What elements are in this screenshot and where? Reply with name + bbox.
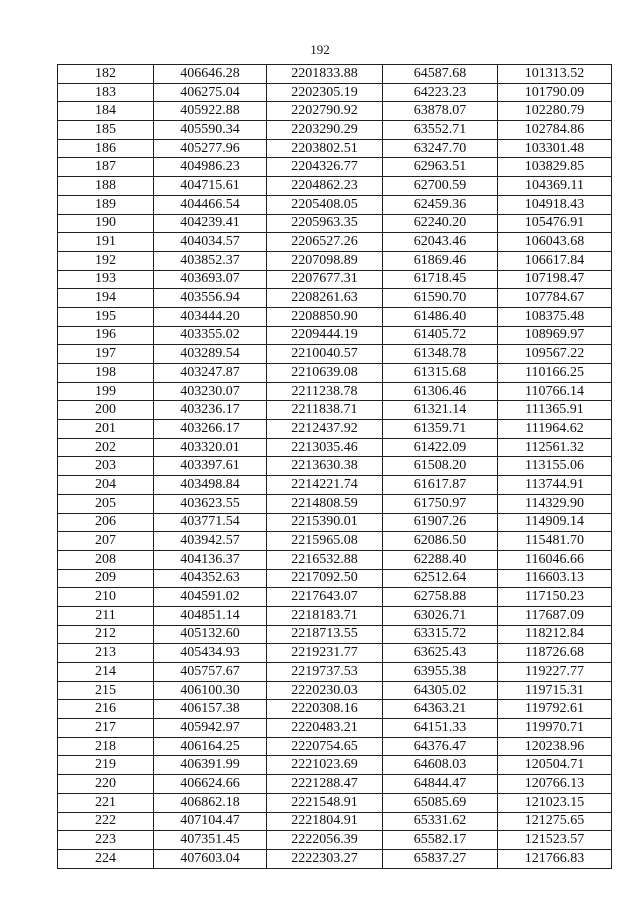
value-cell: 2209444.19: [267, 326, 383, 345]
table-row: [58, 663, 612, 682]
value-cell: 403693.07: [154, 270, 267, 289]
point-number-cell: 185: [58, 121, 154, 140]
table-row: [58, 737, 612, 756]
value-cell: 403266.17: [154, 420, 267, 439]
point-number-cell: 219: [58, 756, 154, 775]
point-number-cell: 203: [58, 457, 154, 476]
point-number-cell: 222: [58, 812, 154, 831]
value-cell: 2219231.77: [267, 644, 383, 663]
value-cell: 2206527.26: [267, 233, 383, 252]
value-cell: 121023.15: [498, 793, 612, 812]
value-cell: 405590.34: [154, 121, 267, 140]
value-cell: 2202790.92: [267, 102, 383, 121]
value-cell: 110766.14: [498, 382, 612, 401]
table-row: [58, 251, 612, 270]
value-cell: 65582.17: [383, 831, 498, 850]
value-cell: 114909.14: [498, 513, 612, 532]
value-cell: 109567.22: [498, 345, 612, 364]
value-cell: 119715.31: [498, 681, 612, 700]
value-cell: 62963.51: [383, 158, 498, 177]
point-number-cell: 224: [58, 849, 154, 868]
value-cell: 2205408.05: [267, 195, 383, 214]
value-cell: 111365.91: [498, 401, 612, 420]
value-cell: 2220308.16: [267, 700, 383, 719]
table-row: [58, 270, 612, 289]
value-cell: 64587.68: [383, 65, 498, 84]
value-cell: 2214221.74: [267, 476, 383, 495]
value-cell: 406624.66: [154, 775, 267, 794]
value-cell: 2217643.07: [267, 588, 383, 607]
point-number-cell: 199: [58, 382, 154, 401]
value-cell: 403942.57: [154, 532, 267, 551]
table-row: [58, 307, 612, 326]
value-cell: 2202305.19: [267, 83, 383, 102]
value-cell: 107198.47: [498, 270, 612, 289]
value-cell: 404136.37: [154, 550, 267, 569]
table-row: [58, 233, 612, 252]
point-number-cell: 184: [58, 102, 154, 121]
value-cell: 2212437.92: [267, 420, 383, 439]
table-row: [58, 494, 612, 513]
value-cell: 406157.38: [154, 700, 267, 719]
table-row: [58, 83, 612, 102]
value-cell: 62240.20: [383, 214, 498, 233]
point-number-cell: 182: [58, 65, 154, 84]
table-row: [58, 625, 612, 644]
point-number-cell: 202: [58, 438, 154, 457]
value-cell: 61321.14: [383, 401, 498, 420]
point-number-cell: 190: [58, 214, 154, 233]
value-cell: 108969.97: [498, 326, 612, 345]
value-cell: 2207677.31: [267, 270, 383, 289]
table-row: [58, 382, 612, 401]
table-row: [58, 139, 612, 158]
value-cell: 119792.61: [498, 700, 612, 719]
value-cell: 118726.68: [498, 644, 612, 663]
value-cell: 65837.27: [383, 849, 498, 868]
value-cell: 2203290.29: [267, 121, 383, 140]
point-number-cell: 207: [58, 532, 154, 551]
value-cell: 103301.48: [498, 139, 612, 158]
value-cell: 405942.97: [154, 719, 267, 738]
value-cell: 403623.55: [154, 494, 267, 513]
table-row: [58, 121, 612, 140]
point-number-cell: 198: [58, 364, 154, 383]
value-cell: 2207098.89: [267, 251, 383, 270]
value-cell: 61869.46: [383, 251, 498, 270]
point-number-cell: 221: [58, 793, 154, 812]
table-row: [58, 65, 612, 84]
value-cell: 104369.11: [498, 177, 612, 196]
value-cell: 2208850.90: [267, 307, 383, 326]
point-number-cell: 187: [58, 158, 154, 177]
value-cell: 62288.40: [383, 550, 498, 569]
value-cell: 62043.46: [383, 233, 498, 252]
value-cell: 110166.25: [498, 364, 612, 383]
point-number-cell: 204: [58, 476, 154, 495]
table-row: [58, 700, 612, 719]
value-cell: 104918.43: [498, 195, 612, 214]
point-number-cell: 193: [58, 270, 154, 289]
value-cell: 62086.50: [383, 532, 498, 551]
value-cell: 2210639.08: [267, 364, 383, 383]
value-cell: 403498.84: [154, 476, 267, 495]
value-cell: 63955.38: [383, 663, 498, 682]
value-cell: 2211838.71: [267, 401, 383, 420]
point-number-cell: 205: [58, 494, 154, 513]
point-number-cell: 206: [58, 513, 154, 532]
value-cell: 106043.68: [498, 233, 612, 252]
value-cell: 111964.62: [498, 420, 612, 439]
value-cell: 102784.86: [498, 121, 612, 140]
value-cell: 105476.91: [498, 214, 612, 233]
value-cell: 2204326.77: [267, 158, 383, 177]
value-cell: 2213035.46: [267, 438, 383, 457]
value-cell: 61315.68: [383, 364, 498, 383]
value-cell: 403230.07: [154, 382, 267, 401]
table-row: [58, 345, 612, 364]
point-number-cell: 186: [58, 139, 154, 158]
value-cell: 403444.20: [154, 307, 267, 326]
value-cell: 406646.28: [154, 65, 267, 84]
table-row: [58, 756, 612, 775]
value-cell: 403771.54: [154, 513, 267, 532]
value-cell: 106617.84: [498, 251, 612, 270]
value-cell: 63247.70: [383, 139, 498, 158]
value-cell: 101313.52: [498, 65, 612, 84]
value-cell: 2203802.51: [267, 139, 383, 158]
table-row: [58, 438, 612, 457]
value-cell: 404352.63: [154, 569, 267, 588]
value-cell: 404466.54: [154, 195, 267, 214]
point-number-cell: 215: [58, 681, 154, 700]
value-cell: 61718.45: [383, 270, 498, 289]
value-cell: 405132.60: [154, 625, 267, 644]
value-cell: 2216532.88: [267, 550, 383, 569]
table-row: [58, 195, 612, 214]
point-number-cell: 220: [58, 775, 154, 794]
point-number-cell: 189: [58, 195, 154, 214]
table-row: [58, 476, 612, 495]
table-row: [58, 606, 612, 625]
table-body: [58, 65, 612, 869]
value-cell: 2210040.57: [267, 345, 383, 364]
value-cell: 121275.65: [498, 812, 612, 831]
point-number-cell: 201: [58, 420, 154, 439]
value-cell: 101790.09: [498, 83, 612, 102]
value-cell: 2213630.38: [267, 457, 383, 476]
value-cell: 63625.43: [383, 644, 498, 663]
table-row: [58, 102, 612, 121]
value-cell: 61508.20: [383, 457, 498, 476]
table-row: [58, 831, 612, 850]
value-cell: 406275.04: [154, 83, 267, 102]
point-number-cell: 197: [58, 345, 154, 364]
table-row: [58, 326, 612, 345]
table-row: [58, 569, 612, 588]
value-cell: 406391.99: [154, 756, 267, 775]
value-cell: 120766.13: [498, 775, 612, 794]
value-cell: 64608.03: [383, 756, 498, 775]
table-row: [58, 158, 612, 177]
value-cell: 2218183.71: [267, 606, 383, 625]
value-cell: 407603.04: [154, 849, 267, 868]
value-cell: 103829.85: [498, 158, 612, 177]
coordinate-table: [57, 64, 612, 869]
point-number-cell: 216: [58, 700, 154, 719]
value-cell: 406164.25: [154, 737, 267, 756]
value-cell: 403320.01: [154, 438, 267, 457]
point-number-cell: 211: [58, 606, 154, 625]
value-cell: 2215965.08: [267, 532, 383, 551]
value-cell: 404591.02: [154, 588, 267, 607]
value-cell: 113744.91: [498, 476, 612, 495]
value-cell: 2211238.78: [267, 382, 383, 401]
value-cell: 403852.37: [154, 251, 267, 270]
value-cell: 404851.14: [154, 606, 267, 625]
table-row: [58, 177, 612, 196]
value-cell: 2217092.50: [267, 569, 383, 588]
point-number-cell: 210: [58, 588, 154, 607]
value-cell: 119227.77: [498, 663, 612, 682]
table-row: [58, 457, 612, 476]
value-cell: 61750.97: [383, 494, 498, 513]
value-cell: 116603.13: [498, 569, 612, 588]
value-cell: 61359.71: [383, 420, 498, 439]
value-cell: 108375.48: [498, 307, 612, 326]
value-cell: 2205963.35: [267, 214, 383, 233]
page-number: 192: [310, 42, 330, 57]
value-cell: 64305.02: [383, 681, 498, 700]
table-row: [58, 420, 612, 439]
value-cell: 2221548.91: [267, 793, 383, 812]
point-number-cell: 217: [58, 719, 154, 738]
value-cell: 2220754.65: [267, 737, 383, 756]
point-number-cell: 214: [58, 663, 154, 682]
value-cell: 117150.23: [498, 588, 612, 607]
table-row: [58, 681, 612, 700]
value-cell: 2220483.21: [267, 719, 383, 738]
point-number-cell: 208: [58, 550, 154, 569]
value-cell: 118212.84: [498, 625, 612, 644]
value-cell: 2221023.69: [267, 756, 383, 775]
point-number-cell: 196: [58, 326, 154, 345]
value-cell: 64151.33: [383, 719, 498, 738]
value-cell: 403355.02: [154, 326, 267, 345]
value-cell: 404986.23: [154, 158, 267, 177]
table-row: [58, 364, 612, 383]
value-cell: 406100.30: [154, 681, 267, 700]
value-cell: 64223.23: [383, 83, 498, 102]
value-cell: 2222303.27: [267, 849, 383, 868]
value-cell: 403236.17: [154, 401, 267, 420]
point-number-cell: 209: [58, 569, 154, 588]
value-cell: 120504.71: [498, 756, 612, 775]
value-cell: 62700.59: [383, 177, 498, 196]
point-number-cell: 183: [58, 83, 154, 102]
value-cell: 61405.72: [383, 326, 498, 345]
value-cell: 2218713.55: [267, 625, 383, 644]
value-cell: 2208261.63: [267, 289, 383, 308]
value-cell: 114329.90: [498, 494, 612, 513]
value-cell: 62459.36: [383, 195, 498, 214]
table-row: [58, 289, 612, 308]
value-cell: 2220230.03: [267, 681, 383, 700]
table-row: [58, 644, 612, 663]
table-row: [58, 214, 612, 233]
point-number-cell: 218: [58, 737, 154, 756]
value-cell: 61617.87: [383, 476, 498, 495]
point-number-cell: 194: [58, 289, 154, 308]
value-cell: 2219737.53: [267, 663, 383, 682]
value-cell: 61348.78: [383, 345, 498, 364]
table-row: [58, 550, 612, 569]
value-cell: 403247.87: [154, 364, 267, 383]
value-cell: 62512.64: [383, 569, 498, 588]
table-row: [58, 532, 612, 551]
value-cell: 102280.79: [498, 102, 612, 121]
value-cell: 63315.72: [383, 625, 498, 644]
value-cell: 2222056.39: [267, 831, 383, 850]
table-row: [58, 793, 612, 812]
value-cell: 121523.57: [498, 831, 612, 850]
value-cell: 65085.69: [383, 793, 498, 812]
value-cell: 64363.21: [383, 700, 498, 719]
value-cell: 405434.93: [154, 644, 267, 663]
value-cell: 2204862.23: [267, 177, 383, 196]
value-cell: 2221288.47: [267, 775, 383, 794]
point-number-cell: 192: [58, 251, 154, 270]
value-cell: 62758.88: [383, 588, 498, 607]
value-cell: 64376.47: [383, 737, 498, 756]
value-cell: 403397.61: [154, 457, 267, 476]
value-cell: 116046.66: [498, 550, 612, 569]
table-row: [58, 775, 612, 794]
value-cell: 2214808.59: [267, 494, 383, 513]
point-number-cell: 223: [58, 831, 154, 850]
value-cell: 406862.18: [154, 793, 267, 812]
value-cell: 405922.88: [154, 102, 267, 121]
value-cell: 61907.26: [383, 513, 498, 532]
value-cell: 113155.06: [498, 457, 612, 476]
value-cell: 407351.45: [154, 831, 267, 850]
value-cell: 115481.70: [498, 532, 612, 551]
value-cell: 117687.09: [498, 606, 612, 625]
value-cell: 65331.62: [383, 812, 498, 831]
point-number-cell: 212: [58, 625, 154, 644]
value-cell: 403289.54: [154, 345, 267, 364]
table-row: [58, 401, 612, 420]
value-cell: 2215390.01: [267, 513, 383, 532]
value-cell: 405277.96: [154, 139, 267, 158]
value-cell: 404239.41: [154, 214, 267, 233]
table-row: [58, 513, 612, 532]
value-cell: 61422.09: [383, 438, 498, 457]
value-cell: 107784.67: [498, 289, 612, 308]
value-cell: 112561.32: [498, 438, 612, 457]
table-row: [58, 719, 612, 738]
value-cell: 61306.46: [383, 382, 498, 401]
point-number-cell: 213: [58, 644, 154, 663]
value-cell: 63026.71: [383, 606, 498, 625]
value-cell: 405757.67: [154, 663, 267, 682]
value-cell: 61590.70: [383, 289, 498, 308]
table-row: [58, 588, 612, 607]
value-cell: 63552.71: [383, 121, 498, 140]
value-cell: 119970.71: [498, 719, 612, 738]
value-cell: 63878.07: [383, 102, 498, 121]
point-number-cell: 188: [58, 177, 154, 196]
value-cell: 404034.57: [154, 233, 267, 252]
value-cell: 64844.47: [383, 775, 498, 794]
value-cell: 120238.96: [498, 737, 612, 756]
value-cell: 121766.83: [498, 849, 612, 868]
value-cell: 403556.94: [154, 289, 267, 308]
table-row: [58, 849, 612, 868]
value-cell: 61486.40: [383, 307, 498, 326]
value-cell: 407104.47: [154, 812, 267, 831]
value-cell: 2201833.88: [267, 65, 383, 84]
point-number-cell: 200: [58, 401, 154, 420]
table-row: [58, 812, 612, 831]
value-cell: 2221804.91: [267, 812, 383, 831]
value-cell: 404715.61: [154, 177, 267, 196]
point-number-cell: 191: [58, 233, 154, 252]
point-number-cell: 195: [58, 307, 154, 326]
